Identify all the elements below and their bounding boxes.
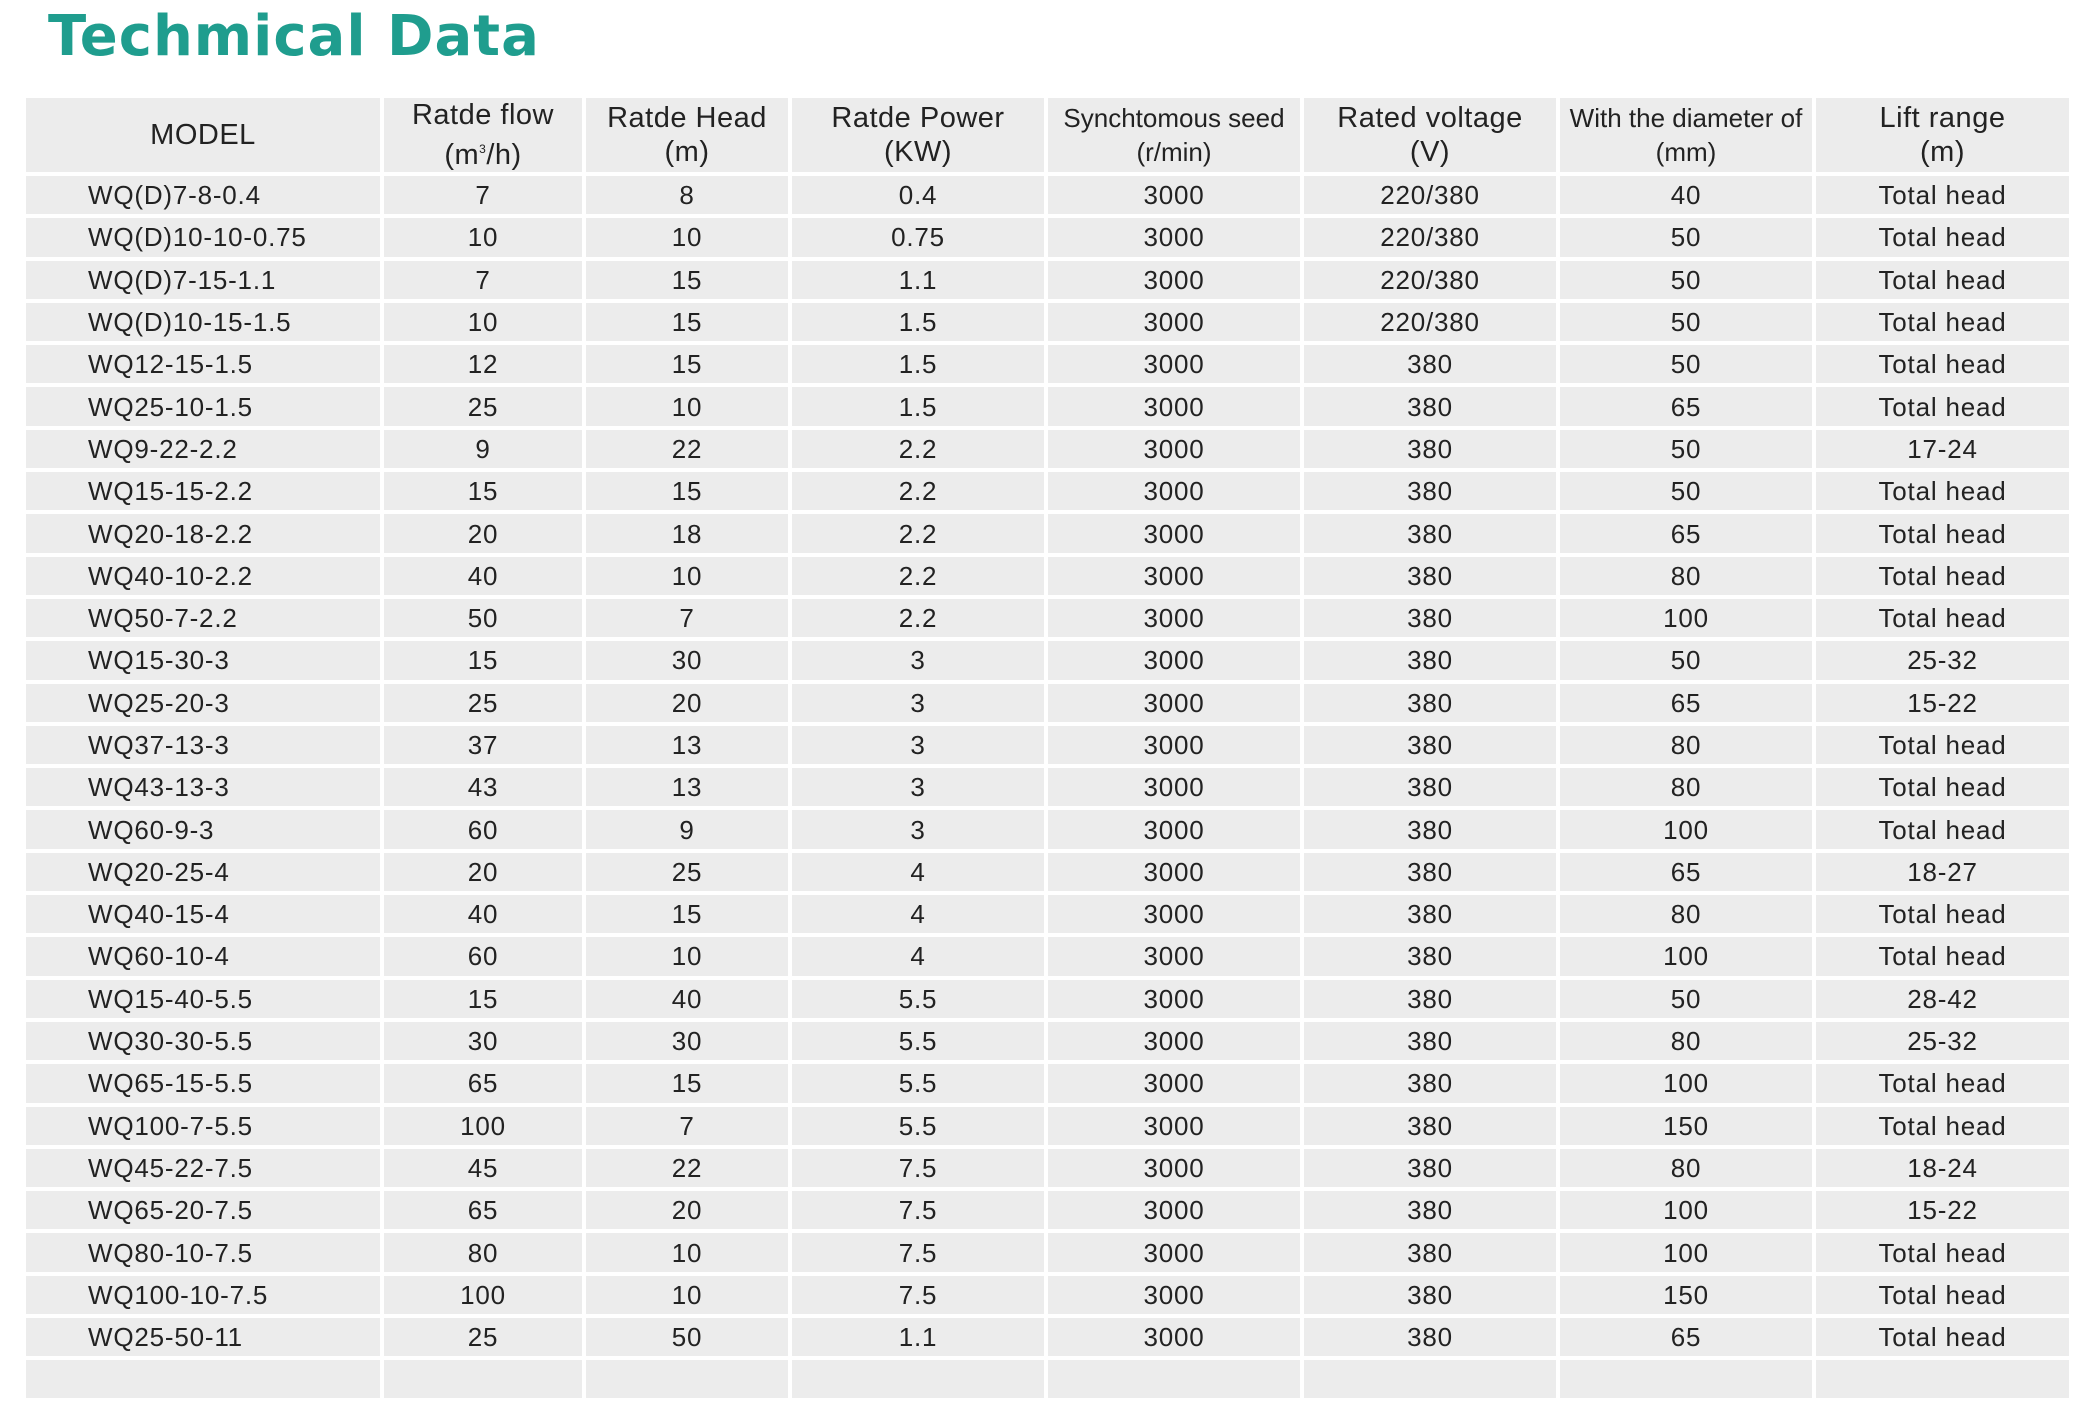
cell-speed: 3000 [1048,937,1300,975]
cell-power: 1.1 [792,1318,1044,1356]
header-head-unit: (m) [664,136,710,168]
cell-diameter: 80 [1560,726,1812,764]
cell-speed: 3000 [1048,1318,1300,1356]
cell-flow: 100 [384,1107,582,1145]
empty-cell [1816,1360,2069,1398]
header-diameter-label: With the diameter of [1569,103,1803,133]
cell-lift: 25-32 [1816,641,2069,679]
table-row [26,937,2069,975]
cell-voltage: 220/380 [1304,218,1556,256]
table-row [26,472,2069,510]
cell-model: WQ9-22-2.2 [26,430,380,468]
cell-flow: 10 [384,218,582,256]
cell-diameter: 50 [1560,261,1812,299]
table-row [26,303,2069,341]
cell-model: WQ30-30-5.5 [26,1022,380,1060]
cell-diameter: 65 [1560,387,1812,425]
cell-lift: Total head [1816,1233,2069,1271]
cell-lift: Total head [1816,937,2069,975]
cell-power: 2.2 [792,557,1044,595]
cell-flow: 100 [384,1276,582,1314]
table-row [26,514,2069,552]
header-voltage-label: Rated voltage [1337,102,1523,134]
cell-diameter: 50 [1560,641,1812,679]
cell-model: WQ65-20-7.5 [26,1191,380,1229]
cell-model: WQ20-18-2.2 [26,514,380,552]
cell-voltage: 380 [1304,514,1556,552]
cell-speed: 3000 [1048,1022,1300,1060]
cell-diameter: 80 [1560,1022,1812,1060]
cell-voltage: 380 [1304,557,1556,595]
cell-speed: 3000 [1048,261,1300,299]
table-row [26,768,2069,806]
header-speed [1048,98,1300,172]
table-row [26,218,2069,256]
cell-voltage: 380 [1304,810,1556,848]
header-power-unit: (KW) [883,136,953,168]
cell-flow: 80 [384,1233,582,1271]
empty-cell [1304,1360,1556,1398]
cell-lift: 28-42 [1816,980,2069,1018]
cell-head: 22 [586,1149,788,1187]
cell-lift: Total head [1816,176,2069,214]
table-row [26,1022,2069,1060]
cell-flow: 45 [384,1149,582,1187]
cell-head: 20 [586,684,788,722]
cell-head: 10 [586,1233,788,1271]
cell-flow: 30 [384,1022,582,1060]
cell-head: 15 [586,345,788,383]
cell-speed: 3000 [1048,176,1300,214]
cell-model: WQ100-7-5.5 [26,1107,380,1145]
cell-power: 2.2 [792,514,1044,552]
table-row [26,1149,2069,1187]
table-row [26,895,2069,933]
cell-model: WQ12-15-1.5 [26,345,380,383]
cell-voltage: 380 [1304,1276,1556,1314]
cell-power: 1.5 [792,303,1044,341]
cell-model: WQ40-10-2.2 [26,557,380,595]
cell-lift: Total head [1816,726,2069,764]
cell-lift: 25-32 [1816,1022,2069,1060]
cell-power: 4 [792,853,1044,891]
cell-flow: 60 [384,810,582,848]
cell-diameter: 65 [1560,1318,1812,1356]
cell-power: 7.5 [792,1233,1044,1271]
cell-speed: 3000 [1048,514,1300,552]
cell-head: 10 [586,557,788,595]
cell-power: 3 [792,641,1044,679]
cell-speed: 3000 [1048,1064,1300,1102]
cell-speed: 3000 [1048,895,1300,933]
cell-model: WQ100-10-7.5 [26,1276,380,1314]
cell-lift: 15-22 [1816,1191,2069,1229]
cell-model: WQ15-40-5.5 [26,980,380,1018]
table-row [26,557,2069,595]
cell-voltage: 380 [1304,726,1556,764]
cell-flow: 20 [384,853,582,891]
cell-voltage: 380 [1304,430,1556,468]
header-lift-unit: (m) [1920,136,1965,168]
cell-head: 20 [586,1191,788,1229]
cell-head: 10 [586,1276,788,1314]
cell-speed: 3000 [1048,980,1300,1018]
table-row [26,430,2069,468]
cell-diameter: 65 [1560,514,1812,552]
cell-voltage: 380 [1304,1149,1556,1187]
cell-model: WQ43-13-3 [26,768,380,806]
table-row [26,980,2069,1018]
cell-model: WQ25-20-3 [26,684,380,722]
cell-lift: Total head [1816,1318,2069,1356]
cell-lift: Total head [1816,1064,2069,1102]
cell-head: 25 [586,853,788,891]
cell-speed: 3000 [1048,430,1300,468]
cell-power: 1.5 [792,345,1044,383]
cell-speed: 3000 [1048,472,1300,510]
cell-flow: 37 [384,726,582,764]
cell-flow: 25 [384,387,582,425]
cell-speed: 3000 [1048,641,1300,679]
cell-diameter: 50 [1560,980,1812,1018]
cell-speed: 3000 [1048,557,1300,595]
cell-flow: 10 [384,303,582,341]
cell-power: 2.2 [792,430,1044,468]
cell-power: 4 [792,895,1044,933]
cell-diameter: 100 [1560,1064,1812,1102]
cell-model: WQ(D)10-15-1.5 [26,303,380,341]
cell-flow: 40 [384,895,582,933]
cell-speed: 3000 [1048,768,1300,806]
header-lift-label: Lift range [1879,102,2006,134]
cell-power: 1.5 [792,387,1044,425]
cell-model: WQ15-15-2.2 [26,472,380,510]
cell-flow: 20 [384,514,582,552]
cell-voltage: 380 [1304,853,1556,891]
cell-power: 5.5 [792,1022,1044,1060]
cell-head: 15 [586,303,788,341]
cell-flow: 12 [384,345,582,383]
cell-voltage: 380 [1304,684,1556,722]
cell-lift: 17-24 [1816,430,2069,468]
cell-lift: Total head [1816,387,2069,425]
cell-diameter: 80 [1560,1149,1812,1187]
header-model-label: MODEL [150,119,256,151]
cell-model: WQ(D)7-15-1.1 [26,261,380,299]
empty-cell [792,1360,1044,1398]
cell-speed: 3000 [1048,599,1300,637]
table-row [26,387,2069,425]
cell-head: 8 [586,176,788,214]
header-model [26,98,380,172]
cell-lift: Total head [1816,261,2069,299]
cell-lift: Total head [1816,599,2069,637]
cell-power: 3 [792,768,1044,806]
header-flow-label: Ratde flow [411,99,554,131]
cell-diameter: 100 [1560,810,1812,848]
cell-diameter: 80 [1560,895,1812,933]
cell-lift: Total head [1816,345,2069,383]
cell-power: 2.2 [792,472,1044,510]
cell-head: 15 [586,895,788,933]
cell-voltage: 380 [1304,599,1556,637]
cell-lift: 15-22 [1816,684,2069,722]
cell-power: 5.5 [792,980,1044,1018]
header-speed-label: Synchtomous seed [1063,103,1285,133]
header-row [26,98,2069,172]
cell-model: WQ15-30-3 [26,641,380,679]
cell-power: 3 [792,810,1044,848]
table-row [26,1064,2069,1102]
header-head-label: Ratde Head [607,102,767,134]
cell-diameter: 80 [1560,557,1812,595]
cell-speed: 3000 [1048,1191,1300,1229]
table-row [26,1191,2069,1229]
table-row [26,1318,2069,1356]
empty-row [26,1360,2069,1398]
cell-flow: 65 [384,1064,582,1102]
cell-voltage: 220/380 [1304,303,1556,341]
cell-head: 30 [586,1022,788,1060]
cell-diameter: 50 [1560,430,1812,468]
cell-diameter: 100 [1560,1233,1812,1271]
header-flow-unit: $(m^3/h)$ [444,139,522,171]
cell-power: 1.1 [792,261,1044,299]
cell-power: 2.2 [792,599,1044,637]
table-row [26,1233,2069,1271]
table-row [26,726,2069,764]
table-row [26,684,2069,722]
cell-voltage: 380 [1304,387,1556,425]
cell-model: WQ45-22-7.5 [26,1149,380,1187]
cell-voltage: 380 [1304,1191,1556,1229]
empty-cell [1560,1360,1812,1398]
cell-head: 15 [586,472,788,510]
cell-lift: Total head [1816,218,2069,256]
technical-data-table [22,94,2073,1402]
cell-voltage: 380 [1304,345,1556,383]
header-voltage [1304,98,1556,172]
cell-flow: 7 [384,176,582,214]
cell-diameter: 150 [1560,1276,1812,1314]
cell-diameter: 65 [1560,853,1812,891]
cell-lift: 18-24 [1816,1149,2069,1187]
cell-flow: 50 [384,599,582,637]
cell-speed: 3000 [1048,1233,1300,1271]
header-head [586,98,788,172]
cell-power: 3 [792,726,1044,764]
empty-cell [26,1360,380,1398]
table-row [26,261,2069,299]
cell-head: 10 [586,218,788,256]
cell-power: 0.4 [792,176,1044,214]
cell-speed: 3000 [1048,387,1300,425]
cell-diameter: 40 [1560,176,1812,214]
cell-diameter: 80 [1560,768,1812,806]
cell-speed: 3000 [1048,810,1300,848]
cell-voltage: 380 [1304,937,1556,975]
cell-diameter: 50 [1560,218,1812,256]
cell-lift: Total head [1816,557,2069,595]
cell-speed: 3000 [1048,684,1300,722]
cell-flow: 25 [384,684,582,722]
cell-model: WQ25-10-1.5 [26,387,380,425]
cell-head: 13 [586,726,788,764]
cell-power: 3 [792,684,1044,722]
cell-power: 5.5 [792,1107,1044,1145]
cell-model: WQ(D)7-8-0.4 [26,176,380,214]
cell-flow: 7 [384,261,582,299]
page-title: Techmical Data [48,4,540,69]
header-flow [384,98,582,172]
cell-power: 0.75 [792,218,1044,256]
cell-speed: 3000 [1048,218,1300,256]
empty-cell [384,1360,582,1398]
cell-speed: 3000 [1048,853,1300,891]
cell-flow: 15 [384,641,582,679]
cell-diameter: 100 [1560,599,1812,637]
cell-voltage: 380 [1304,1022,1556,1060]
cell-flow: 15 [384,472,582,510]
cell-head: 18 [586,514,788,552]
cell-diameter: 50 [1560,345,1812,383]
cell-head: 40 [586,980,788,1018]
cell-diameter: 65 [1560,684,1812,722]
header-voltage-unit: (V) [1409,136,1451,168]
cell-head: 15 [586,261,788,299]
cell-lift: Total head [1816,1107,2069,1145]
cell-power: 7.5 [792,1149,1044,1187]
cell-voltage: 380 [1304,472,1556,510]
cell-speed: 3000 [1048,1276,1300,1314]
cell-flow: 43 [384,768,582,806]
cell-lift: Total head [1816,810,2069,848]
cell-voltage: 380 [1304,895,1556,933]
cell-diameter: 50 [1560,472,1812,510]
header-lift [1816,98,2069,172]
cell-diameter: 100 [1560,1191,1812,1229]
cell-flow: 40 [384,557,582,595]
cell-head: 15 [586,1064,788,1102]
cell-model: WQ65-15-5.5 [26,1064,380,1102]
cell-power: 5.5 [792,1064,1044,1102]
table-row [26,176,2069,214]
cell-speed: 3000 [1048,303,1300,341]
cell-model: WQ60-10-4 [26,937,380,975]
cell-head: 22 [586,430,788,468]
table-row [26,1276,2069,1314]
cell-head: 9 [586,810,788,848]
cell-voltage: 220/380 [1304,176,1556,214]
cell-flow: 25 [384,1318,582,1356]
cell-model: WQ40-15-4 [26,895,380,933]
cell-lift: Total head [1816,472,2069,510]
cell-flow: 9 [384,430,582,468]
cell-diameter: 150 [1560,1107,1812,1145]
cell-flow: 60 [384,937,582,975]
cell-diameter: 100 [1560,937,1812,975]
cell-power: 7.5 [792,1276,1044,1314]
cell-voltage: 380 [1304,768,1556,806]
cell-model: WQ(D)10-10-0.75 [26,218,380,256]
cell-power: 7.5 [792,1191,1044,1229]
header-diameter-unit: (mm) [1655,137,1717,167]
cell-voltage: 380 [1304,1233,1556,1271]
empty-cell [1048,1360,1300,1398]
header-speed-unit: (r/min) [1136,137,1212,167]
header-power-label: Ratde Power [831,102,1005,134]
table-row [26,853,2069,891]
table-row [26,641,2069,679]
cell-speed: 3000 [1048,1149,1300,1187]
table-row [26,810,2069,848]
cell-model: WQ37-13-3 [26,726,380,764]
cell-voltage: 380 [1304,980,1556,1018]
cell-voltage: 380 [1304,1318,1556,1356]
cell-speed: 3000 [1048,726,1300,764]
cell-power: 4 [792,937,1044,975]
cell-lift: Total head [1816,895,2069,933]
cell-model: WQ25-50-11 [26,1318,380,1356]
table-row [26,1107,2069,1145]
cell-head: 30 [586,641,788,679]
cell-head: 13 [586,768,788,806]
cell-model: WQ60-9-3 [26,810,380,848]
cell-speed: 3000 [1048,345,1300,383]
cell-lift: Total head [1816,303,2069,341]
cell-head: 7 [586,599,788,637]
header-diameter [1560,98,1812,172]
cell-lift: Total head [1816,514,2069,552]
cell-model: WQ20-25-4 [26,853,380,891]
cell-voltage: 380 [1304,641,1556,679]
cell-flow: 15 [384,980,582,1018]
cell-lift: 18-27 [1816,853,2069,891]
cell-head: 10 [586,387,788,425]
cell-flow: 65 [384,1191,582,1229]
cell-model: WQ50-7-2.2 [26,599,380,637]
cell-lift: Total head [1816,1276,2069,1314]
cell-voltage: 220/380 [1304,261,1556,299]
cell-lift: Total head [1816,768,2069,806]
cell-head: 10 [586,937,788,975]
table-body [26,176,2069,1398]
cell-voltage: 380 [1304,1107,1556,1145]
header-power [792,98,1044,172]
cell-diameter: 50 [1560,303,1812,341]
table-row [26,599,2069,637]
empty-cell [586,1360,788,1398]
cell-model: WQ80-10-7.5 [26,1233,380,1271]
cell-speed: 3000 [1048,1107,1300,1145]
table-row [26,345,2069,383]
cell-voltage: 380 [1304,1064,1556,1102]
cell-head: 50 [586,1318,788,1356]
cell-head: 7 [586,1107,788,1145]
